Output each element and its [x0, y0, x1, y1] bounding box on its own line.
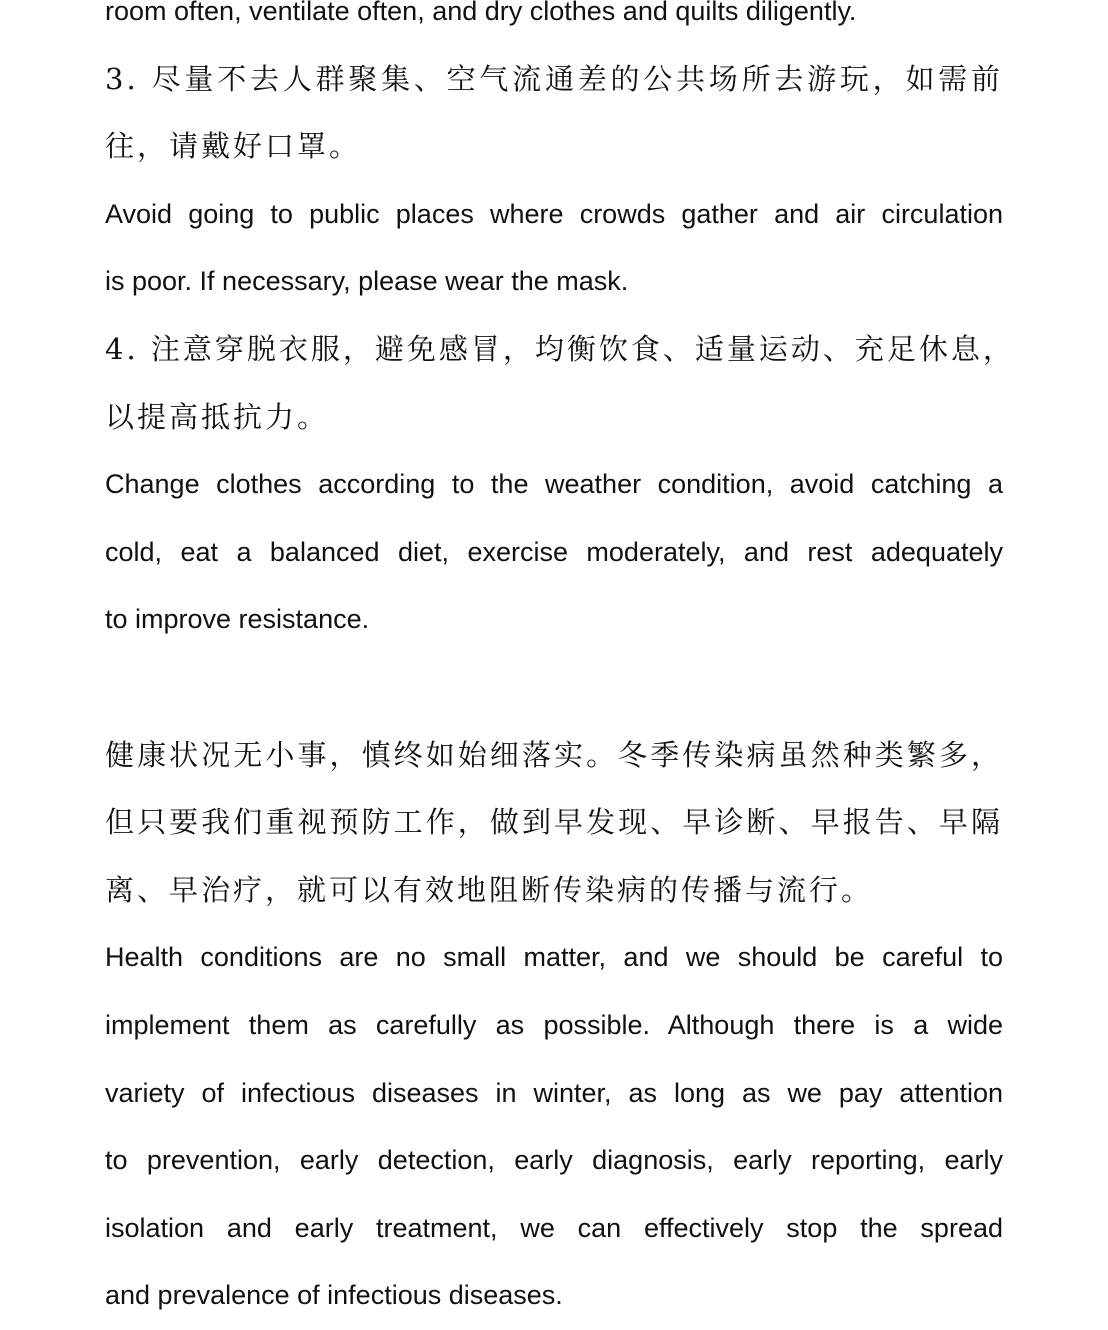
text-line: implement them as carefully as possible. Although there is a wide [105, 1009, 1003, 1040]
text-line: Avoid going to public places where crowds gather and air circulation [105, 198, 1003, 229]
text-line: 但只要我们重视预防工作，做到早发现、早诊断、早报告、早隔 [105, 805, 1003, 840]
text-line: Health conditions are no small matter, and we should be careful to [105, 942, 1003, 973]
text-line: to improve resistance. [105, 604, 370, 635]
text-line: isolation and early treatment, we can effectively stop the spread [105, 1212, 1003, 1243]
text-line: to prevention, early detection, early diagnosis, early reporting, early [105, 1145, 1003, 1176]
text-line: is poor. If necessary, please wear the mask. [105, 266, 629, 297]
text-line: 离、早治疗，就可以有效地阻断传染病的传播与流行。 [105, 872, 874, 907]
text-line: 4. 注意穿脱衣服，避免感冒，均衡饮食、适量运动、充足休息， [105, 331, 1015, 366]
text-line: room often, ventilate often, and dry clothes and quilts diligently. [105, 0, 857, 26]
document-page [105, 0, 1015, 1330]
text-line: cold, eat a balanced diet, exercise moderately, and rest adequately [105, 536, 1003, 567]
text-line: Change clothes according to the weather condition, avoid catching a [105, 469, 1003, 500]
text-line: and prevalence of infectious diseases. [105, 1280, 563, 1311]
text-line: 健康状况无小事，慎终如始细落实。冬季传染病虽然种类繁多， [105, 737, 1003, 772]
text-line: 以提高抵抗力。 [105, 399, 330, 434]
paragraph-spacer [105, 654, 1003, 722]
text-line: 3. 尽量不去人群聚集、空气流通差的公共场所去游玩，如需前 [105, 61, 1003, 96]
text-line: variety of infectious diseases in winter, as long as we pay attention [105, 1077, 1003, 1108]
text-line: 往，请戴好口罩。 [105, 129, 362, 164]
